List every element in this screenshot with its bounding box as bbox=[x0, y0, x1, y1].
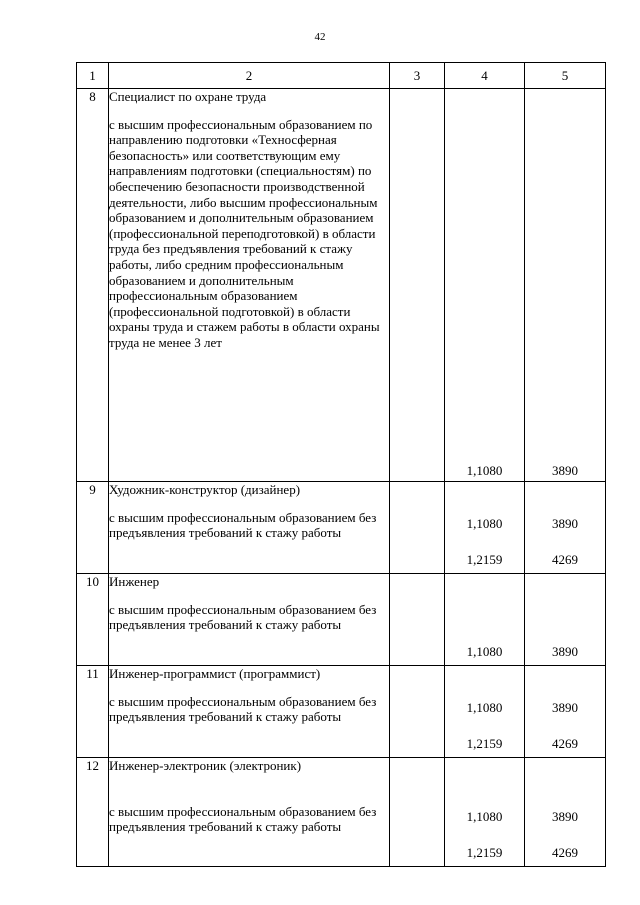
position-requirements: с высшим профессиональным образованием без предъявления требований к стажу работы bbox=[109, 509, 377, 541]
coefficient-cell bbox=[445, 482, 525, 574]
position-requirements: с высшим профессиональным образованием без предъявления требований к стажу работы bbox=[109, 693, 377, 725]
coefficient-cell bbox=[445, 758, 525, 867]
position-title: Инженер-программист (программист) bbox=[109, 666, 321, 681]
position-title: Инженер-электроник (электроник) bbox=[109, 758, 302, 773]
col3-cell bbox=[390, 574, 445, 666]
salary-cell bbox=[525, 574, 606, 666]
position-requirements: с высшим профессиональным образованием без предъявления требований к стажу работы bbox=[109, 601, 377, 633]
position-cell bbox=[109, 666, 390, 758]
row-number: 11 bbox=[77, 666, 109, 758]
salary-table bbox=[76, 62, 606, 867]
header-cell: 2 bbox=[109, 63, 390, 89]
salary-value: 4269 bbox=[552, 736, 578, 751]
coefficient-cell bbox=[445, 574, 525, 666]
row-number: 9 bbox=[77, 482, 109, 574]
position-requirements: с высшим профессиональным образованием без предъявления требований к стажу работы bbox=[109, 803, 377, 835]
col3-cell bbox=[390, 482, 445, 574]
salary-value: 4269 bbox=[552, 845, 578, 860]
header-cell: 4 bbox=[445, 63, 525, 89]
position-cell bbox=[109, 574, 390, 666]
position-cell bbox=[109, 758, 390, 867]
table-row bbox=[77, 89, 606, 482]
salary-value: 3890 bbox=[552, 700, 578, 715]
row-number: 12 bbox=[77, 758, 109, 867]
coefficient-value: 1,1080 bbox=[466, 516, 503, 531]
position-title: Художник-конструктор (дизайнер) bbox=[109, 482, 301, 497]
salary-value: 3890 bbox=[552, 644, 578, 659]
row-number: 8 bbox=[77, 89, 109, 482]
header-cell: 1 bbox=[77, 63, 109, 89]
coefficient-value: 1,2159 bbox=[466, 845, 503, 860]
header-cell: 3 bbox=[390, 63, 445, 89]
coefficient-value: 1,1080 bbox=[466, 644, 503, 659]
position-cell bbox=[109, 89, 390, 482]
salary-cell bbox=[525, 758, 606, 867]
table-row bbox=[77, 666, 606, 758]
col3-cell bbox=[390, 758, 445, 867]
position-cell bbox=[109, 482, 390, 574]
salary-value: 3890 bbox=[552, 516, 578, 531]
coefficient-cell bbox=[445, 666, 525, 758]
salary-cell bbox=[525, 666, 606, 758]
salary-value: 3890 bbox=[552, 809, 578, 824]
salary-cell bbox=[525, 482, 606, 574]
salary-value: 4269 bbox=[552, 552, 578, 567]
table-row bbox=[77, 758, 606, 867]
coefficient-value: 1,2159 bbox=[466, 736, 503, 751]
coefficient-value: 1,2159 bbox=[466, 552, 503, 567]
coefficient-value: 1,1080 bbox=[466, 809, 503, 824]
row-number: 10 bbox=[77, 574, 109, 666]
header-cell: 5 bbox=[525, 63, 606, 89]
table-header-row bbox=[77, 63, 606, 89]
position-requirements: с высшим профессиональным образованием по направлению подготовки «Техносферная безопасность» или соответствующим ему направлениям подготовки (специальностям) по обеспечению безопасности производственной деятельности, либо высшим профессиональным образованием и дополнительным образованием (профессиональной переподготовкой) в области труда без предъявления требований к стажу работы, либо средним профессиональным образованием и дополнительным профессиональным образованием (профессиональной подготовкой) в области охраны труда и стажем работы в области охраны труда не менее 3 лет bbox=[109, 116, 380, 350]
coefficient-cell bbox=[445, 89, 525, 482]
salary-value: 3890 bbox=[552, 463, 578, 478]
col3-cell bbox=[390, 666, 445, 758]
salary-cell bbox=[525, 89, 606, 482]
table-row bbox=[77, 482, 606, 574]
table-row bbox=[77, 574, 606, 666]
page-number: 42 bbox=[314, 31, 326, 43]
col3-cell bbox=[390, 89, 445, 482]
position-title: Инженер bbox=[109, 574, 160, 589]
coefficient-value: 1,1080 bbox=[466, 700, 503, 715]
coefficient-value: 1,1080 bbox=[466, 463, 503, 478]
position-title: Специалист по охране труда bbox=[109, 89, 267, 104]
